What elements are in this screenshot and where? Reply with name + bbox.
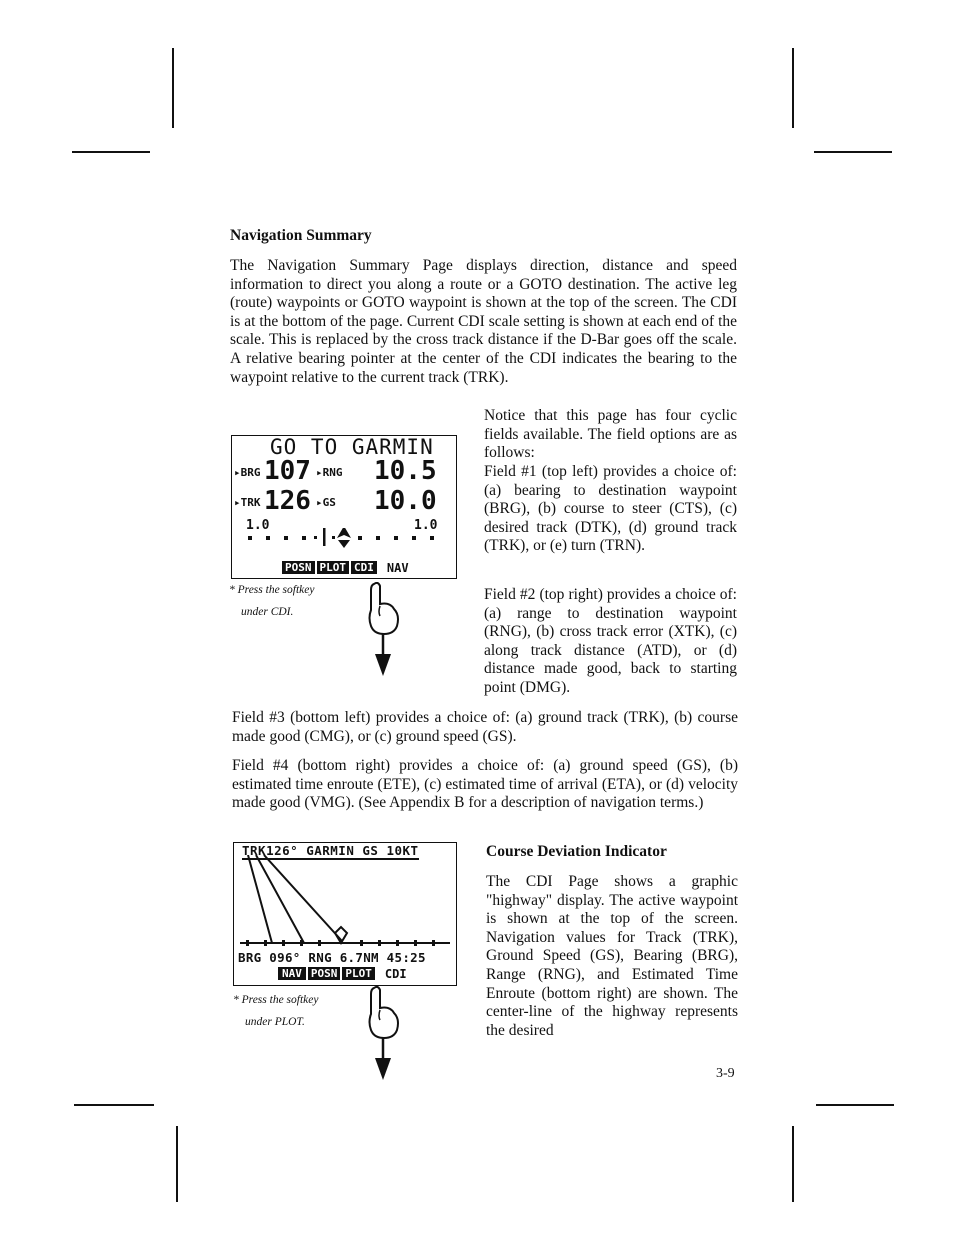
field2-value: 10.5 <box>374 456 437 486</box>
mode-label: CDI <box>384 966 407 981</box>
screen-title: GO TO GARMIN <box>270 435 434 459</box>
caption-bullet: * <box>229 584 238 596</box>
cdi-paragraph: The CDI Page shows a graphic "highway" display. The active waypoint is shown at the top of the screen. Navigation values for Track (TRK), Ground Speed (GS), Bearing (BRG), Range (RNG), and Estimated Time Enroute (bottom right) are shown. The center-line of the highway represents the desired <box>486 873 738 1039</box>
cdi-scale-right: 1.0 <box>414 518 438 533</box>
softkey-nav[interactable]: NAV <box>278 967 306 980</box>
section-heading: Navigation Summary <box>230 227 372 244</box>
cdi-screen <box>233 842 457 986</box>
field4-label: ▸GS <box>316 496 336 509</box>
nav-screen <box>231 435 457 579</box>
mode-label: NAV <box>386 560 409 575</box>
field4-paragraph: Field #4 (bottom right) provides a choice of: (a) ground speed (GS), (b) estimated time enroute (ETE), (c) estimated time of arrival (ETA), or (d) velocity made good (VMG). (See Appendix B for a description of navigation terms.) <box>232 757 738 812</box>
softkey-bar <box>278 966 407 981</box>
cdi-heading: Course Deviation Indicator <box>486 843 667 860</box>
crop-mark <box>816 1104 894 1106</box>
softkey-posn[interactable]: POSN <box>308 967 341 980</box>
cdi-bottom-bar: BRG 096° RNG 6.7NM 45:25 <box>238 950 426 965</box>
crop-mark <box>792 48 794 128</box>
field2-label: ▸RNG <box>316 466 343 479</box>
cdi-top-bar: TRK126° GARMIN GS 10KT <box>242 843 419 858</box>
screen-row-2 <box>234 488 454 516</box>
crop-mark <box>172 48 174 128</box>
field1-paragraph: Field #1 (top left) provides a choice of: (a) bearing to destination waypoint (BRG), (b) course to steer (CTS), (c) desired track (DTK), (d) ground track (TRK), or (e) turn (TRN). <box>484 463 737 555</box>
crop-mark <box>176 1126 178 1202</box>
caption-bullet: * <box>233 994 242 1006</box>
softkey-plot[interactable]: PLOT <box>317 561 350 574</box>
screen-row-1 <box>234 458 454 486</box>
field2-paragraph: Field #2 (top right) provides a choice of: (a) range to destination waypoint (RNG), (b) cross track error (XTK), (c) along track distance (ATD), or (d) distance made good, back to starting point (DMG). <box>484 586 737 696</box>
caption-line1: Press the softkey <box>241 994 319 1006</box>
field3-label: ▸TRK <box>234 496 261 509</box>
intro-paragraph: The Navigation Summary Page displays direction, distance and speed information to direct you along a route or a GOTO destination. The active leg (route) waypoints or GOTO waypoint is shown at the top of the screen. The CDI is at the bottom of the page. Current CDI scale setting is shown at each end of the scale. This is replaced by the cross track distance if the D-Bar goes off the scale. A relative bearing pointer at the center of the CDI indicates the bearing to the waypoint relative to the current track (TRK). <box>230 257 737 386</box>
field3-paragraph: Field #3 (bottom left) provides a choice of: (a) ground track (TRK), (b) course made good (CMG), or (c) ground speed (GS). <box>232 709 738 745</box>
caption-line2: under CDI. <box>241 606 294 618</box>
crop-mark <box>74 1104 154 1106</box>
page-number: 3-9 <box>716 1066 735 1081</box>
pointing-hand-icon <box>364 582 404 678</box>
caption-cdi <box>229 579 314 623</box>
field3-value: 126 <box>264 486 311 516</box>
crop-mark <box>792 1126 794 1202</box>
softkey-bar <box>282 560 409 575</box>
highway-graphic <box>234 855 456 955</box>
field1-value: 107 <box>264 456 311 486</box>
crop-mark <box>814 151 892 153</box>
caption-line1: Press the softkey <box>237 584 315 596</box>
softkey-posn[interactable]: POSN <box>282 561 315 574</box>
crop-mark <box>72 151 150 153</box>
pointing-hand-icon <box>364 986 404 1082</box>
softkey-plot[interactable]: PLOT <box>342 967 375 980</box>
field1-label: ▸BRG <box>234 466 261 479</box>
cdi-scale <box>234 528 454 558</box>
notice-paragraph: Notice that this page has four cyclic fields available. The field options are as follows: <box>484 407 737 462</box>
caption-plot <box>233 989 318 1033</box>
softkey-cdi[interactable]: CDI <box>351 561 377 574</box>
caption-line2: under PLOT. <box>245 1016 305 1028</box>
field4-value: 10.0 <box>374 486 437 516</box>
cdi-scale-left: 1.0 <box>246 518 270 533</box>
